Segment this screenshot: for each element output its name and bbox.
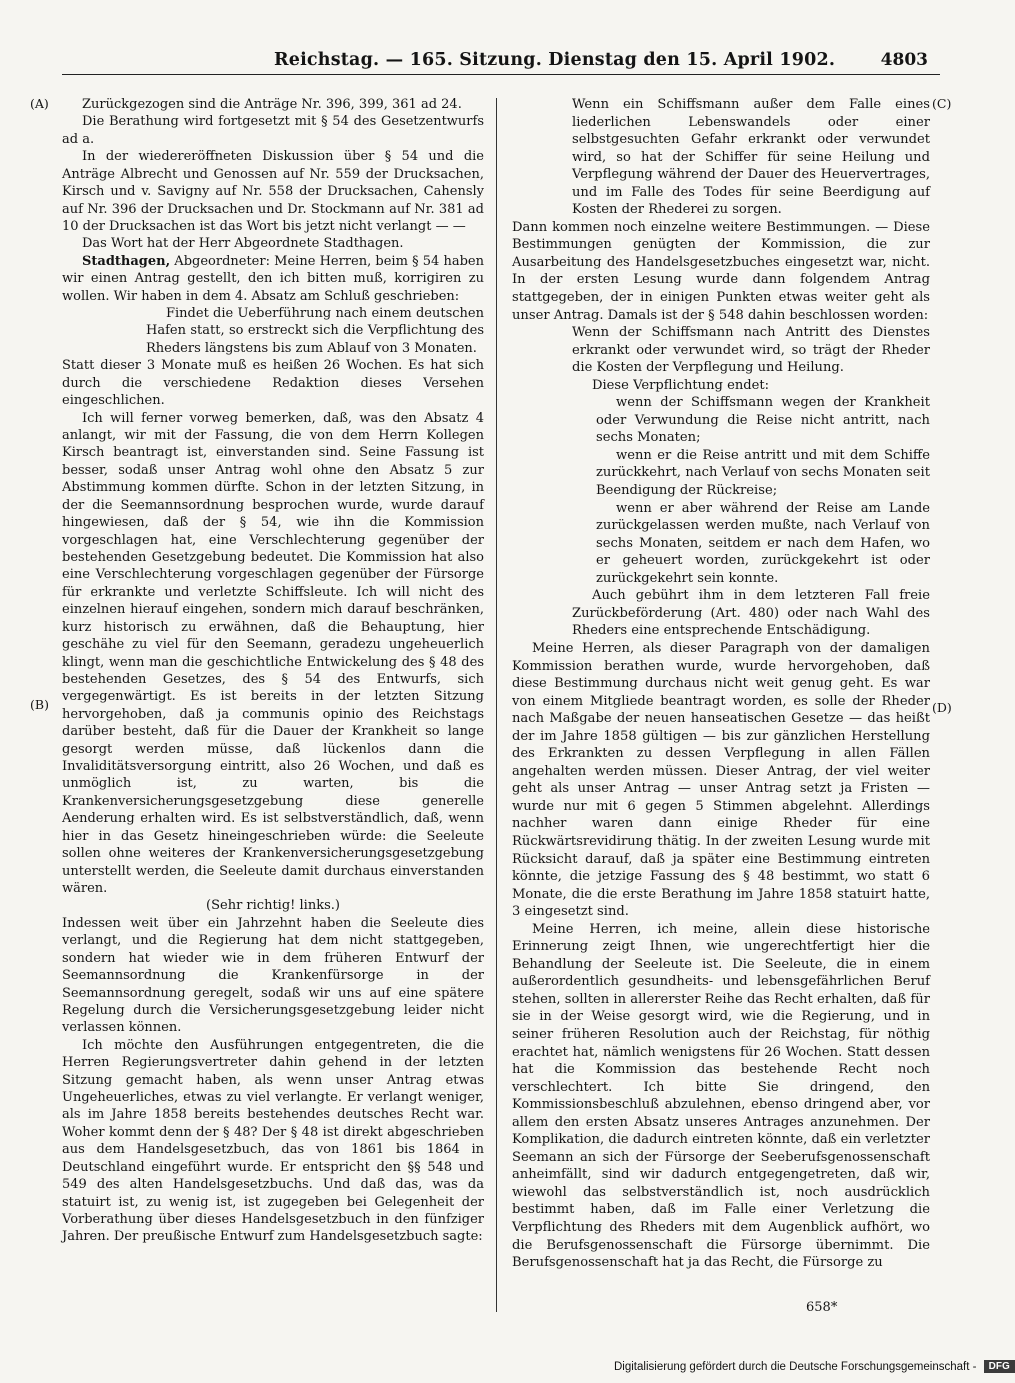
header-title: Reichstag. — 165. Sitzung. Dienstag den 15. April 1902. [274, 50, 836, 70]
margin-marker-b: (B) [30, 697, 49, 712]
margin-marker-c: (C) [932, 96, 952, 111]
paragraph: Zurückgezogen sind die Anträge Nr. 396, 399, 361 ad 24. [82, 97, 462, 112]
speaker-text: Abgeordneter: Meine Herren, beim § 54 haben wir einen Antrag gestellt, den ich bitten muß, korrigiren zu wollen. Wir haben in dem 4. Absatz am Schluß geschrieben: [62, 253, 484, 304]
footer [614, 1360, 1015, 1373]
quoted-law-text: Wenn der Schiffsmann nach Antritt des Dienstes erkrankt oder verwundet wird, so trägt der Rheder die Kosten der Verpflegung und Heilung. [572, 325, 930, 376]
right-column [512, 96, 930, 1272]
margin-marker-a: (A) [30, 96, 49, 111]
sheet-number: 658* [806, 1300, 838, 1315]
speaker-paragraph [62, 253, 484, 305]
quoted-law-text: Wenn ein Schiffsmann außer dem Falle eines liederlichen Lebenswandels oder einer selbstgesuchten Gefahr erkrankt oder verwundet wird, so hat der Schiffer für seine Heilung und Verpflegung während der Dauer des Heuervertrages, und im Falle des Todes für seine Beerdigung auf Kosten der Rhederei zu sorgen. [572, 97, 930, 218]
paragraph: Dann kommen noch einzelne weitere Bestimmungen. — Diese Bestimmungen genügten der Kommission, die zur Ausarbeitung des Handelsgesetzbuches eingesetzt war, nicht. In der ersten Lesung wurde dann folgendem Antrag stattgegeben, der in einigen Punkten etwas weiter geht als unser Antrag. Damals ist der § 548 dahin beschlossen worden: [512, 219, 930, 323]
quoted-law-text: wenn der Schiffsmann wegen der Krankheit oder Verwundung die Reise nicht antritt, nach sechs Monaten; [596, 395, 930, 446]
paragraph: Die Berathung wird fortgesetzt mit § 54 des Gesetzentwurfs ad a. [62, 114, 484, 147]
paragraph: Ich will ferner vorweg bemerken, daß, was den Absatz 4 anlangt, wir mit der Fassung, die von dem Herrn Kollegen Kirsch beantragt ist, einverstanden sind. Seine Fassung ist besser, sodaß unser Antrag wohl ohne den Absatz 5 zur Abstimmung kommen dürfte. Schon in der letzten Sitzung, in der die Seemannsordnung besprochen wurde, wurde darauf hingewiesen, daß der § 54, wie ihn die Kommission vorgeschlagen hat, eine Verschlechterung gegenüber der bestehenden Gesetzgebung bedeutet. Die Kommission hat also eine Verschlechterung vorgeschlagen gegenüber der Fürsorge für erkrankte und verletzte Schiffsleute. Ich will nicht des einzelnen hierauf eingehen, sondern mich darauf beschränken, kurz historisch zu erwähnen, daß die Behauptung, hier geschähe zu viel für den Seemann, geradezu ungeheuerlich klingt, wenn man die geschichtliche Entwickelung des § 48 des bestehenden Gesetzes, des § 54 des Entwurfs, sich vergegenwärtigt. Es ist bereits in der letzten Sitzung hervorgehoben, daß ja communis opinio des Reichstags darüber besteht, daß für die Dauer der Krankheit so lange gesorgt werden müsse, daß lückenlos dann die Invaliditätsversorgung eintritt, also 26 Wochen, und daß es unmöglich ist, zu warten, bis die Krankenversicherungsgesetzgebung diese generelle Aenderung erhalten wird. Es ist selbstverständlich, daß, wenn hier in das Gesetz hineingeschrieben würde: die Seeleute sollen ohne weiteres der Krankenversicherungsgesetzgebung unterstellt werden, die Seeleute damit durchaus einverstanden wären. [62, 410, 484, 896]
paragraph: Ich möchte den Ausführungen entgegentreten, die die Herren Regierungsvertreter dahin gehend in der letzten Sitzung gemacht haben, als wenn unser Antrag etwas Ungeheuerliches, etwas zu viel verlangte. Er verlangt weniger, als im Jahre 1858 bereits bestehendes deutsches Recht war. Woher kommt denn der § 48? Der § 48 ist direkt abgeschrieben aus dem Handelsgesetzbuch, das von 1861 bis 1864 in Deutschland eingeführt wurde. Er entspricht den §§ 548 und 549 des alten Handelsgesetzbuchs. Und daß das, was da statuirt ist, zu wenig ist, ist zugegeben bei Gelegenheit der Vorberathung über dieses Handelsgesetzbuch in den fünfziger Jahren. Der preußische Entwurf zum Handelsgesetzbuch sagte: [62, 1037, 484, 1245]
quoted-law-text: Diese Verpflichtung endet: [592, 377, 770, 393]
paragraph: Meine Herren, als dieser Paragraph von der damaligen Kommission berathen wurde, wurde hervorgehoben, daß diese Bestimmung durchaus nicht weit genug geht. Es war von einem Mitgliede beantragt worden, es solle der Rheder nach Maßgabe der neuen hanseatischen Gesetze — das heißt der im Jahre 1858 gültigen — bis zur gänzlichen Herstellung des Erkrankten zu dessen Verpflegung in allen Fällen angehalten werden müssen. Dieser Antrag, der viel weiter geht als unser Antrag — unser Antrag setzt ja Fristen — wurde nur mit 6 gegen 5 Stimmen abgelehnt. Allerdings nachher waren dann einige Rheder für eine Rückwärtsrevidirung thätig. In der zweiten Lesung wurde mit Rücksicht darauf, daß ja später eine Bestimmung eintreten könnte, die jetzige Fassung des § 48 bestimmt, wo statt 6 Monate, die die erste Berathung im Jahre 1858 statuirt hatte, 3 eingesetzt sind. [512, 640, 930, 920]
quoted-law-text: wenn er aber während der Reise am Lande zurückgelassen werden mußte, nach Verlauf von sechs Monaten, seitdem er nach dem Hafen, wo er geheuert worden, zurückgekehrt ist oder zurückgekehrt sein konnte. [596, 500, 930, 586]
left-column [62, 96, 484, 1246]
paragraph: Das Wort hat der Herr Abgeordnete Stadthagen. [82, 236, 404, 252]
header-rule [62, 74, 940, 75]
page-number: 4803 [880, 50, 928, 70]
footer-text: Digitalisierung gefördert durch die Deutsche Forschungsgemeinschaft - [614, 1361, 977, 1373]
interjection: (Sehr richtig! links.) [206, 898, 340, 914]
paragraph: In der wiedereröffneten Diskussion über § 54 und die Anträge Albrecht und Genossen auf Nr. 559 der Drucksachen, Kirsch und v. Savigny auf Nr. 558 der Drucksachen, Cahensly auf Nr. 396 der Drucksachen und Dr. Stockmann auf Nr. 381 ad 10 der Drucksachen ist das Wort bis jetzt nicht verlangt — — [62, 149, 484, 234]
paragraph: Indessen weit über ein Jahrzehnt haben die Seeleute dies verlangt, und die Regierung hat dem nicht stattgegeben, sondern hat wieder wie in dem früheren Entwurf der Seemannsordnung die Krankenfürsorge in der Seemannsordnung geregelt, sodaß wir uns auf eine spätere Regelung durch die Versicherungsgesetzgebung leider nicht verlassen können. [62, 915, 484, 1036]
quoted-law-text: wenn er die Reise antritt und mit dem Schiffe zurückkehrt, nach Verlauf von sechs Monaten seit Beendigung der Rückreise; [596, 447, 930, 499]
margin-marker-d: (D) [932, 700, 952, 715]
quoted-law-text: Findet die Ueberführung nach einem deutschen Hafen statt, so erstreckt sich die Verpflichtung des Rheders längstens bis zum Ablauf von 3 Monaten. [146, 306, 484, 356]
quoted-law-text: Auch gebührt ihm in dem letzteren Fall freie Zurückbeförderung (Art. 480) oder nach Wahl des Rheders eine entsprechende Entschädigung. [572, 588, 930, 639]
speaker-name: Stadthagen, [82, 253, 171, 269]
dfg-logo: DFG [984, 1360, 1015, 1373]
paragraph: Statt dieser 3 Monate muß es heißen 26 Wochen. Es hat sich durch die verschiedene Redaktion dieses Versehen eingeschlichen. [62, 358, 484, 409]
column-divider [496, 98, 497, 1312]
paragraph: Meine Herren, ich meine, allein diese historische Erinnerung zeigt Ihnen, wie ungerechtfertigt hier die Behandlung der Seeleute ist. Die Seeleute, die in einem außerordentlich gesundheits- und lebensgefährlichen Beruf stehen, sollten in allererster Reihe das Recht erhalten, daß für sie in der Weise gesorgt wird, wie die Regierung, und in seiner früheren Resolution auch der Reichstag, für nöthig erachtet hat, nämlich wenigstens für 26 Wochen. Statt dessen hat die Kommission das bestehende Recht noch verschlechtert. Ich bitte Sie dringend, den Kommissionsbeschluß abzulehnen, ebenso dringend aber, vor allem den ersten Absatz unseres Antrages anzunehmen. Der Komplikation, die dadurch eintreten könnte, daß ein verletzter Seemann an sich der Fürsorge der Seeberufsgenossenschaft anheimfällt, sind wir dadurch entgegengetreten, daß wir, wiewohl das selbstverständlich ist, noch ausdrücklich bestimmt haben, daß im Falle einer Verletzung die Verpflichtung des Rheders mit dem Augenblick aufhört, wo die Berufsgenossenschaft die Fürsorge übernimmt. Die Berufsgenossenschaft hat ja das Recht, die Fürsorge zu [512, 921, 930, 1271]
page-header [62, 46, 940, 78]
